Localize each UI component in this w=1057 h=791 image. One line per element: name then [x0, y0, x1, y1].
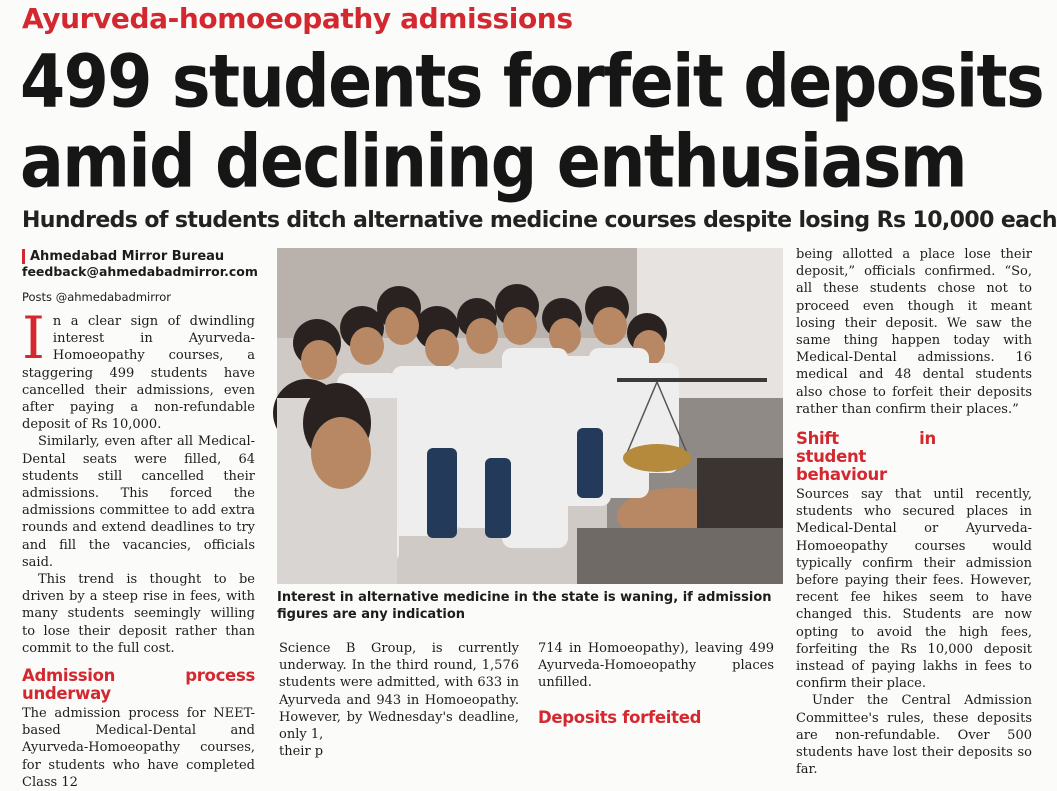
article-paragraph-4: The admission process for NEET-based Medical-Dental and Ayurveda-Homoeopathy courses, for students who have completed Class 12 — [22, 706, 255, 790]
subhead-admission-process: Admission process underway — [22, 666, 255, 704]
byline — [22, 249, 258, 279]
byline-email: feedback@ahmedabadmirror.com — [22, 264, 258, 279]
students-photo-illustration — [277, 248, 783, 584]
subhead-deposits-forfeited: Deposits forfeited — [538, 707, 702, 727]
article-photo — [277, 248, 783, 584]
article-paragraph-2: Similarly, even after all Medical-Dental seats were filled, 64 students still cancelled their admissions. This forced the admissions committee to add extra rounds and extend deadlines to try and fill the vacancies, officials said. — [22, 434, 255, 570]
deck: Hundreds of students ditch alternative medicine courses despite losing Rs 10,000 each — [22, 208, 1057, 233]
subhead-shift-behaviour: Shift in student behaviour — [796, 429, 936, 485]
column-2 — [279, 640, 519, 768]
article-paragraph-6: 714 in Homoeopathy), leaving 499 Ayurveda-Homoeopathy places unfilled. — [538, 641, 774, 691]
byline-posts: Posts @ahmedabadmirror — [22, 290, 171, 304]
article-paragraph-5b: their p — [279, 744, 324, 760]
article-paragraph-7: being allotted a place lose their deposit,” officials confirmed. “So, all these students chose not to proceed even though it meant losing their deposit. We saw the same thing happen today with Medical-Dental admissions. 16 medical and 48 dental students also chose to forfeit their deposits rather than confirm their places.” — [796, 247, 1032, 417]
paragraph-1-text: n a clear sign of dwindling interest in Ayurveda-Homoeopathy courses, a staggering 499 students have cancelled their admissions, even after paying a non-refundable deposit of Rs 10,000. — [22, 314, 255, 433]
article-paragraph-1 — [22, 304, 255, 433]
column-1 — [22, 304, 255, 790]
article-paragraph-9: Under the Central Admission Committee's rules, these deposits are non-refundable. Over 500 students have lost their deposits so far. — [796, 693, 1032, 778]
column-3 — [538, 640, 774, 768]
drop-cap: I — [22, 304, 45, 372]
headline-line-2: amid declining enthusiasm — [20, 120, 966, 205]
byline-name: Ahmedabad Mirror Bureau — [22, 249, 254, 264]
article-paragraph-5: Science B Group, is currently underway. In the third round, 1,576 students were admitted, with 633 in Ayurveda and 943 in Homoeopathy. However, by Wednesday's deadline, only 1, — [279, 641, 519, 743]
article-paragraph-3: This trend is thought to be driven by a steep rise in fees, with many students seemingly willing to lose their deposit rather than commit to the full cost. — [22, 572, 255, 656]
kicker: Ayurveda-homoeopathy admissions — [22, 2, 573, 35]
column-4 — [796, 246, 1032, 778]
headline-line-1: 499 students forfeit deposits — [20, 40, 1044, 125]
article-paragraph-8: Sources say that until recently, students who secured places in Medical-Dental or Ayurveda-Homoeopathy courses would typically confirm their admission before paying their fees. However, recent fee hikes seem to have changed this. Students are now opting to avoid the high fees, forfeiting the Rs 10,000 deposit instead of paying lakhs in fees to confirm their place. — [796, 487, 1032, 692]
photo-caption: Interest in alternative medicine in the state is waning, if admission figures are any indication — [277, 590, 772, 622]
